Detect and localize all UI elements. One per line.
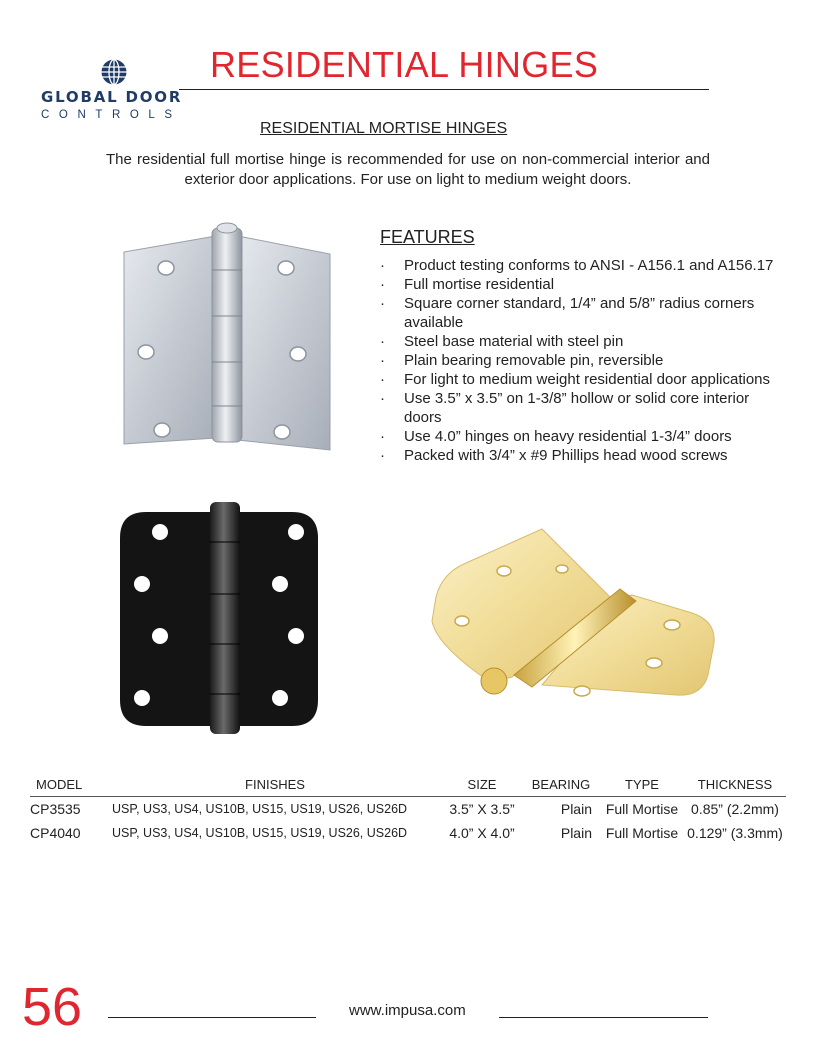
intro-paragraph: The residential full mortise hinge is recommended for use on non-commercial interior and exterior door applications. For use on light to medium weight doors.: [106, 151, 710, 188]
cell-thickness: 0.85” (2.2mm): [691, 801, 779, 817]
column-header-thickness: THICKNESS: [684, 772, 786, 797]
feature-item: · Plain bearing removable pin, reversible: [380, 352, 664, 369]
cell-type: Full Mortise: [605, 825, 679, 841]
cell-thickness: 0.129” (3.3mm): [687, 825, 783, 841]
logo-text-primary: GLOBAL DOOR: [41, 88, 183, 106]
cell-model: CP4040: [30, 825, 81, 841]
silver-hinge-image: [118, 218, 336, 466]
column-header-bearing: BEARING: [522, 772, 600, 797]
company-logo: [38, 58, 183, 128]
column-header-model: MODEL: [30, 772, 108, 797]
page-number: 56: [22, 977, 83, 1037]
spec-table: [30, 772, 786, 845]
feature-item: · Square corner standard, 1/4” and 5/8” radius corners available: [380, 295, 755, 331]
cell-type: Full Mortise: [605, 801, 679, 817]
cell-finishes: USP, US3, US4, US10B, US15, US19, US26, US26D: [112, 802, 408, 816]
features-list: [380, 256, 780, 465]
table-row: [30, 797, 786, 822]
cell-model: CP3535: [30, 801, 81, 817]
footer-divider-right: [499, 1017, 708, 1018]
feature-item: · Use 3.5” x 3.5” on 1-3/8” hollow or solid core interior doors: [380, 390, 750, 426]
footer-website-link[interactable]: www.impusa.com: [349, 1002, 466, 1019]
feature-item: · Full mortise residential: [380, 276, 555, 293]
cell-finishes: USP, US3, US4, US10B, US15, US19, US26, US26D: [112, 826, 408, 840]
cell-bearing: Plain: [560, 801, 592, 817]
column-header-finishes: FINISHES: [108, 772, 442, 797]
cell-size: 4.0” X 4.0”: [449, 825, 515, 841]
brass-hinge-image: [422, 525, 720, 705]
feature-item: · Packed with 3/4” x #9 Phillips head wood screws: [380, 447, 728, 464]
features-heading: FEATURES: [380, 227, 475, 247]
logo-text-secondary: CONTROLS: [41, 109, 182, 121]
table-header-row: [30, 772, 786, 797]
column-header-size: SIZE: [442, 772, 522, 797]
feature-item: · Use 4.0” hinges on heavy residential 1-3/4” doors: [380, 428, 732, 445]
feature-item: · For light to medium weight residential door applications: [380, 371, 771, 388]
footer-divider-left: [108, 1017, 316, 1018]
feature-item: · Steel base material with steel pin: [380, 333, 624, 350]
section-title: RESIDENTIAL MORTISE HINGES: [260, 120, 508, 137]
globe-icon: [100, 58, 128, 86]
column-header-type: TYPE: [600, 772, 684, 797]
feature-item: · Product testing conforms to ANSI - A156.1 and A156.17: [380, 257, 774, 274]
black-hinge-image: [116, 498, 322, 738]
page-title: RESIDENTIAL HINGES: [210, 44, 599, 85]
cell-size: 3.5” X 3.5”: [449, 801, 515, 817]
title-divider: [179, 89, 709, 90]
cell-bearing: Plain: [560, 825, 592, 841]
table-row: [30, 821, 786, 845]
